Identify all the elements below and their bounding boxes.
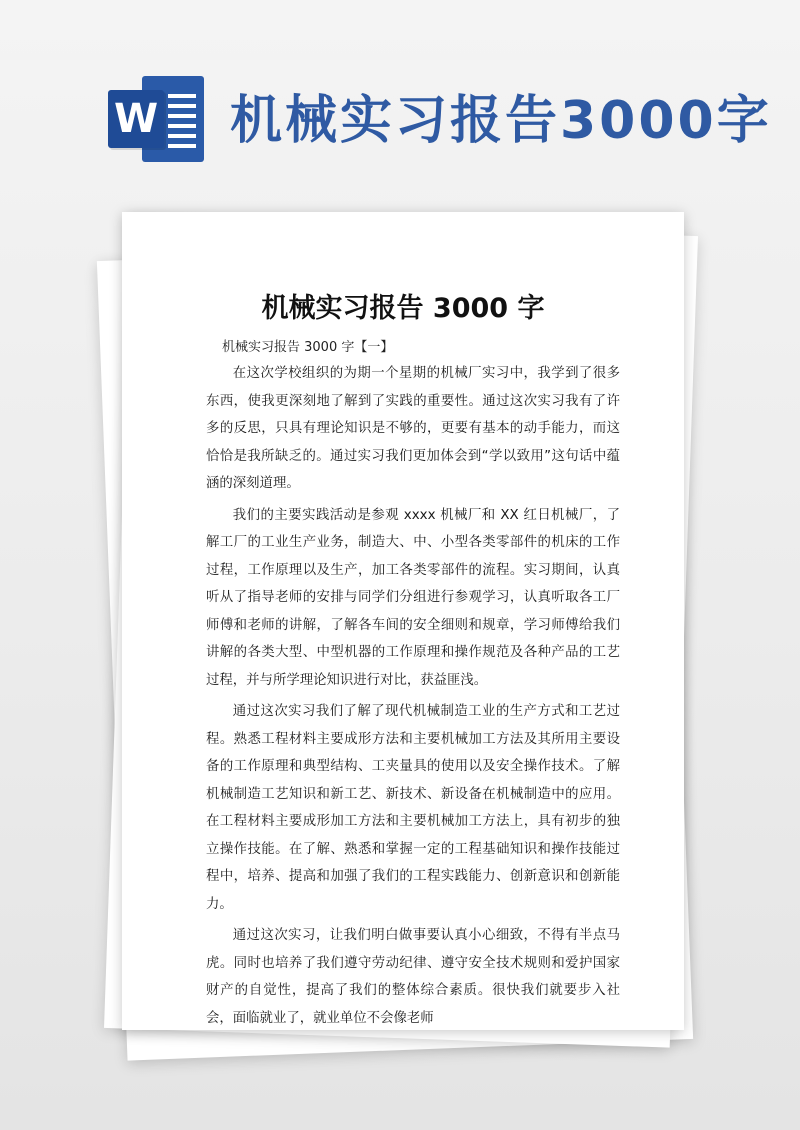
document-page: [122, 212, 684, 1030]
word-document-icon: [108, 76, 208, 162]
word-icon-badge: W: [108, 90, 164, 148]
word-icon-lines: [168, 94, 196, 154]
paragraph: 在这次学校组织的为期一个星期的机械厂实习中，我学到了很多东西，使我更深刻地了解到了实践的重要性。通过这次实习我有了许多的反思，只具有理论知识是不够的，更要有基本的动手能力，而这恰恰是我所缺乏的。通过实习我们更加体会到“学以致用”这句话中蕴涵的深刻道理。: [206, 366, 620, 491]
header: [108, 72, 772, 172]
banner-title: 机械实习报告3000字: [230, 91, 772, 151]
document-subtitle: 机械实习报告 3000 字【一】: [222, 340, 394, 355]
paragraph: 通过这次实习，让我们明白做事要认真小心细致，不得有半点马虎。同时也培养了我们遵守劳动纪律、遵守安全技术规则和爱护国家财产的自觉性，提高了我们的整体综合素质。很快我们就要步入社会，面临就业了，就业单位不会像老师: [206, 928, 620, 1026]
document-body: [206, 360, 620, 1030]
paragraph: 通过这次实习我们了解了现代机械制造工业的生产方式和工艺过程。熟悉工程材料主要成形方法和主要机械加工方法及其所用主要设备的工作原理和典型结构、工夹量具的使用以及安全操作技术。了解机械制造工艺知识和新工艺、新技术、新设备在机械制造中的应用。在工程材料主要成形加工方法和主要机械加工方法上，具有初步的独立操作技能。在了解、熟悉和掌握一定的工程基础知识和操作技能过程中，培养、提高和加强了我们的工程实践能力、创新意识和创新能力。: [206, 704, 620, 912]
document-title: 机械实习报告 3000 字: [261, 293, 545, 324]
paragraph: 我们的主要实践活动是参观 xxxx 机械厂和 XX 红日机械厂，了解工厂的工业生产业务，制造大、中、小型各类零部件的机床的工作过程，工作原理以及生产，加工各类零部件的流程。实习期间，认真听从了指导老师的安排与同学们分组进行参观学习，认真听取各工厂师傅和老师的讲解，了解各车间的安全细则和规章，学习师傅给我们讲解的各类大型、中型机器的工作原理和操作规范及各种产品的工艺过程，并与所学理论知识进行对比，获益匪浅。: [206, 507, 620, 688]
